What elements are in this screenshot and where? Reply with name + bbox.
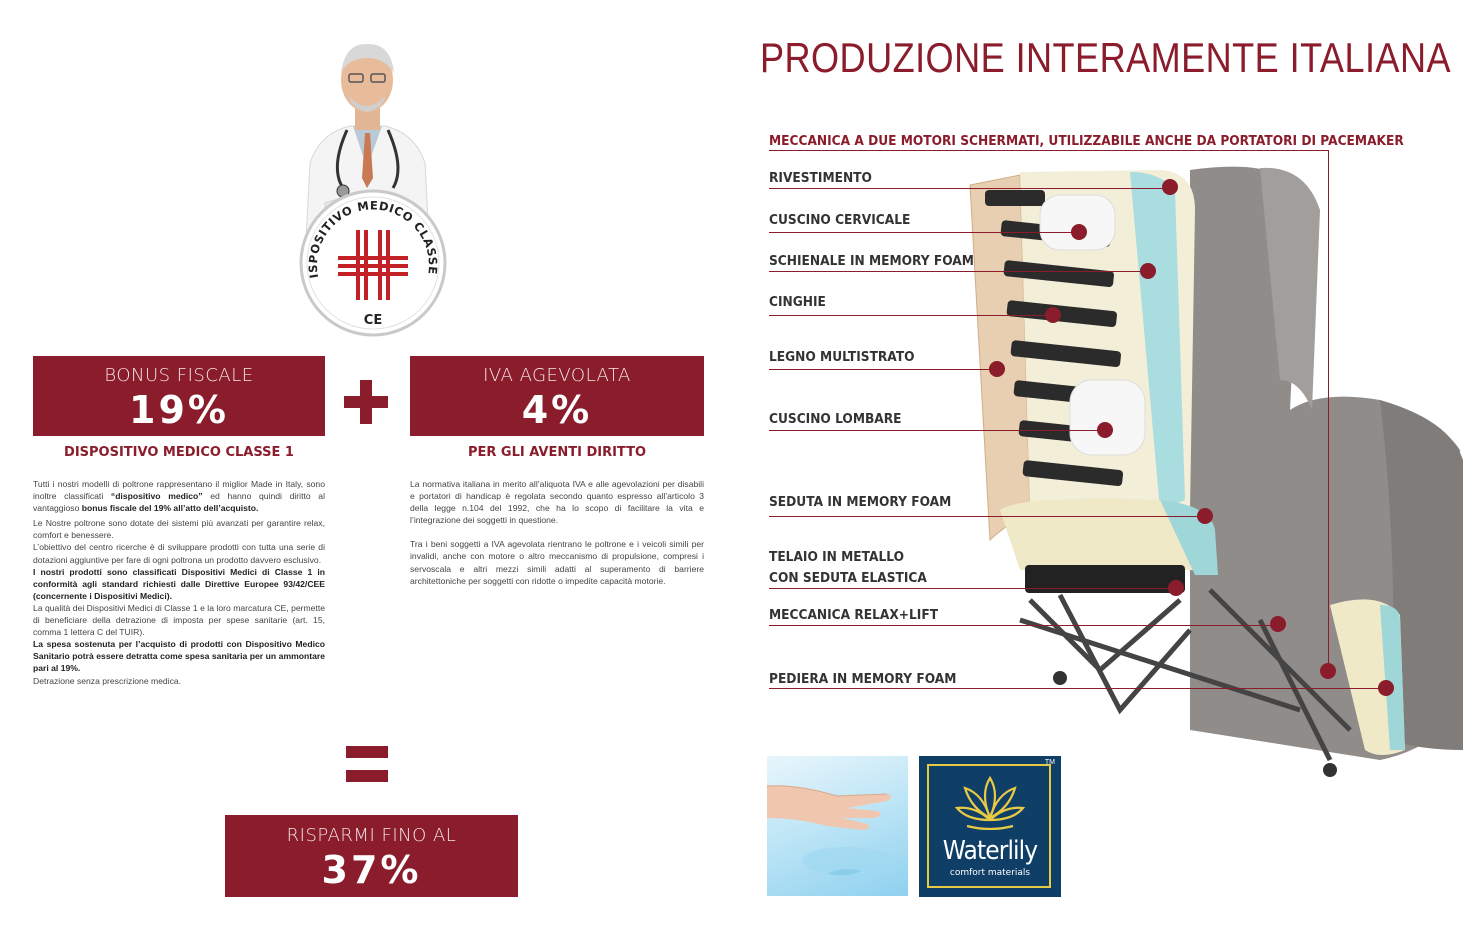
feature-legno-line	[769, 369, 996, 370]
waterlily-name: Waterlily	[942, 836, 1038, 866]
feature-pediera-label: PEDIERA IN MEMORY FOAM	[769, 672, 957, 687]
feature-cuscino-lombare-label: CUSCINO LOMBARE	[769, 412, 902, 427]
feature-seduta-line	[769, 516, 1204, 517]
feature-seduta-dot	[1197, 508, 1213, 524]
iva-agevolata-value: 4%	[521, 388, 593, 432]
feature-meccanica-line	[769, 625, 1277, 626]
feature-cinghie-dot	[1045, 307, 1061, 323]
medical-device-seal	[298, 188, 448, 338]
feature-pacemaker-label: MECCANICA A DUE MOTORI SCHERMATI, UTILIZZABILE ANCHE DA PORTATORI DI PACEMAKER	[769, 134, 1404, 149]
left-column-text	[33, 478, 325, 687]
right-paragraph-1: La normativa italiana in merito all’aliquota IVA e alle agevolazioni per disabili e portatori di handicap è regolata secondo quanto espresso all’articolo 3 della legge n.104 del 1992, che ha lo scopo di facilitare la vita e l’integrazione dei soggetti in questione.	[410, 479, 704, 526]
feature-telaio-label-line1: TELAIO IN METALLO	[769, 550, 905, 565]
seal-ring-text: ISPOSITIVO MEDICO CLASSE	[305, 198, 441, 280]
feature-schienale-dot	[1140, 263, 1156, 279]
lotus-icon	[955, 774, 1025, 830]
feature-telaio-label-line2: CON SEDUTA ELASTICA	[769, 571, 927, 586]
feature-schienale-line	[769, 271, 1147, 272]
left-paragraph-5: La qualità dei Dispositivi Medici di Classe 1 e la loro marcatura CE, permette di beneficiare della detrazione di imposta per spese sanitarie (art. 15, comma 1 lettera C del TUIR).	[33, 602, 325, 638]
left-paragraph-4: I nostri prodotti sono classificati Dispositivi Medici di Classe 1 in conformità agli standard richiesti dalle Direttive Europee 93/42/CEE (concernente i Dispositivi Medici).	[33, 566, 325, 601]
equals-sign-top	[346, 746, 388, 758]
left-paragraph-3: L’obiettivo del centro ricerche è di sviluppare prodotti con tutta una serie di dotazioni aggiuntive per fare di ogni poltrona un prodotto davvero esclusivo.	[33, 542, 325, 565]
feature-pediera-line	[769, 688, 1386, 689]
bonus-fiscale-label: BONUS FISCALE	[104, 365, 254, 386]
feature-cuscino-lombare-line	[769, 430, 1104, 431]
feature-meccanica-label: MECCANICA RELAX+LIFT	[769, 608, 939, 623]
feature-rivestimento-line	[769, 188, 1169, 189]
left-paragraph-1: Tutti i nostri modelli di poltrone rappresentano il miglior Made in Italy, sono inoltre classificati “dispositivo medico” ed hanno quindi diritto al vantaggioso bonus fiscale del 19% all’atto dell’acquisto.	[33, 479, 325, 514]
feature-cinghie-label: CINGHIE	[769, 295, 826, 310]
feature-meccanica-dot	[1270, 616, 1286, 632]
waterlily-tm: TM	[1044, 759, 1055, 766]
bonus-fiscale-value: 19%	[129, 388, 229, 432]
feature-cinghie-line	[769, 315, 1052, 316]
right-paragraph-2: Tra i beni soggetti a IVA agevolata rientrano le poltrone e i veicoli simili per invalidi, anche con motore o altro meccanismo di propulsione, compresi i servoscala e altri mezzi simili adatti al superamento di barriere architettoniche per soggetti con ridotte o impedite capacità motorie.	[410, 539, 704, 586]
plus-sign-vertical	[360, 380, 372, 424]
feature-rivestimento-dot	[1162, 179, 1178, 195]
equals-sign-bottom	[346, 770, 388, 782]
ce-mark: CE	[363, 313, 383, 328]
iva-agevolata-label: IVA AGEVOLATA	[483, 365, 631, 386]
savings-value: 37%	[321, 848, 422, 892]
feature-cuscino-cervicale-label: CUSCINO CERVICALE	[769, 213, 911, 228]
memory-foam-hand-image	[767, 756, 908, 896]
feature-rivestimento-label: RIVESTIMENTO	[769, 171, 872, 186]
left-paragraph-7: Detrazione senza prescrizione medica.	[33, 675, 182, 686]
left-paragraph-6: La spesa sostenuta per l’acquisto di prodotti con Dispositivo Medico Sanitario potrà essere detratta come spesa sanitaria per un ammontare pari al 19%.	[33, 639, 325, 674]
feature-telaio-line	[769, 588, 1175, 589]
savings-box	[225, 815, 518, 897]
right-column-text	[410, 478, 704, 590]
left-column-heading: DISPOSITIVO MEDICO CLASSE 1	[64, 445, 294, 460]
waterlily-logo	[919, 756, 1061, 897]
feature-cuscino-lombare-dot	[1097, 422, 1113, 438]
feature-cuscino-cervicale-dot	[1071, 224, 1087, 240]
iva-agevolata-box	[410, 356, 704, 436]
feature-cuscino-cervicale-line	[769, 232, 1078, 233]
right-column-heading: PER GLI AVENTI DIRITTO	[467, 445, 647, 460]
bonus-fiscale-box	[33, 356, 325, 436]
savings-label: RISPARMI FINO AL	[286, 825, 457, 846]
waterlily-subtitle: comfort materials	[949, 868, 1031, 878]
feature-seduta-label: SEDUTA IN MEMORY FOAM	[769, 495, 952, 510]
feature-pediera-dot	[1378, 680, 1394, 696]
left-paragraph-2: Le Nostre poltrone sono dotate dei sistemi più avanzati per garantire relax, comfort e benessere.	[33, 518, 325, 541]
pacemaker-connector-vertical	[1328, 150, 1329, 670]
feature-schienale-label: SCHIENALE IN MEMORY FOAM	[769, 254, 974, 269]
feature-telaio-dot	[1168, 580, 1184, 596]
pacemaker-dot	[1320, 663, 1336, 679]
page-title: PRODUZIONE INTERAMENTE ITALIANA	[760, 34, 1451, 81]
feature-legno-dot	[989, 361, 1005, 377]
feature-legno-label: LEGNO MULTISTRATO	[769, 350, 915, 365]
pacemaker-connector-horizontal	[769, 150, 1329, 151]
